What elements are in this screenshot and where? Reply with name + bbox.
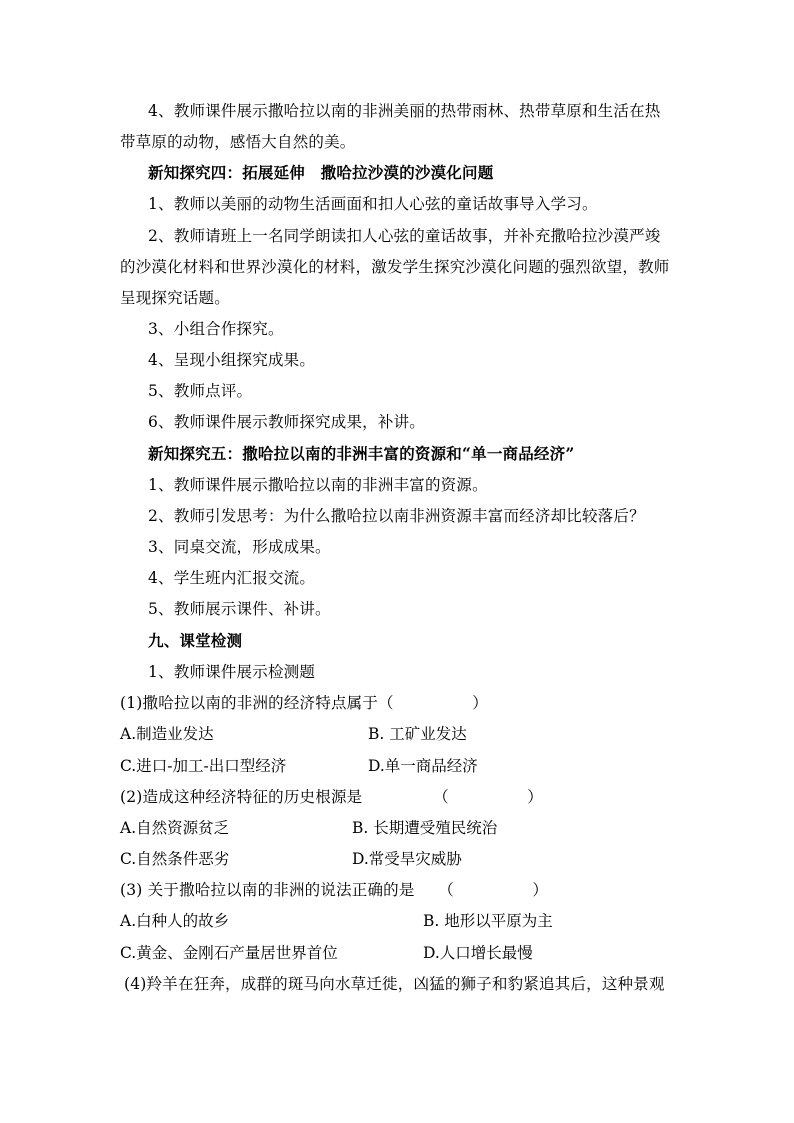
question-2-option-c: C.自然条件恶劣 [120, 850, 230, 868]
task-2: 2、教师引发思考：为什么撒哈拉以南非洲资源丰富而经济却比较落后？ [148, 507, 645, 525]
question-3-stem: (3) 关于撒哈拉以南的非洲的说法正确的是 （ ） [120, 881, 549, 899]
check-intro: 1、教师课件展示检测题 [148, 663, 316, 681]
question-3-option-b: B. 地形以平原为主 [423, 912, 553, 930]
question-3-option-a: A.白种人的故乡 [120, 912, 230, 930]
step-5: 5、教师点评。 [148, 382, 253, 400]
paragraph-4-line-2: 带草原的动物，感悟大自然的美。 [120, 133, 356, 151]
question-2-stem: (2)造成这种经济特征的历史根源是 （ ） [120, 788, 544, 806]
question-3-option-d: D.人口增长最慢 [423, 944, 533, 962]
task-3: 3、同桌交流，形成成果。 [148, 538, 331, 556]
task-5: 5、教师展示课件、补讲。 [148, 600, 331, 618]
section-heading-5: 新知探究五：撒哈拉以南的非洲丰富的资源和“单一商品经济” [148, 444, 575, 463]
question-1-option-c: C.进口-加工-出口型经济 [120, 757, 287, 775]
step-2-line-2: 的沙漠化材料和世界沙漠化的材料，激发学生探究沙漠化问题的强烈欲望，教师 [120, 258, 670, 276]
task-4: 4、学生班内汇报交流。 [148, 569, 316, 587]
section-heading-9: 九、课堂检测 [148, 631, 243, 650]
step-4: 4、呈现小组探究成果。 [148, 351, 316, 369]
step-1: 1、教师以美丽的动物生活画面和扣人心弦的童话故事导入学习。 [148, 195, 598, 213]
question-1-option-a: A.制造业发达 [120, 725, 214, 743]
step-2-line-3: 呈现探究话题。 [120, 289, 230, 307]
paragraph-4-line-1: 4、教师课件展示撒哈拉以南的非洲美丽的热带雨林、热带草原和生活在热 [148, 102, 661, 120]
question-3-option-c: C.黄金、金刚石产量居世界首位 [120, 944, 338, 962]
step-6: 6、教师课件展示教师探究成果，补讲。 [148, 413, 425, 431]
task-1: 1、教师课件展示撒哈拉以南的非洲丰富的资源。 [148, 476, 488, 494]
question-2-option-d: D.常受旱灾威胁 [352, 850, 462, 868]
question-1-stem: (1)撒哈拉以南的非洲的经济特点属于（ ） [120, 694, 488, 712]
question-4-stem: (4)羚羊在狂奔，成群的斑马向水草迁徙，凶猛的狮子和豹紧追其后，这种景观 [124, 975, 665, 993]
step-2-line-1: 2、教师请班上一名同学朗读扣人心弦的童话故事，并补充撒哈拉沙漠严竣 [148, 227, 661, 245]
question-1-option-b: B. 工矿业发达 [368, 725, 467, 743]
question-1-option-d: D.单一商品经济 [368, 757, 478, 775]
question-2-option-b: B. 长期遭受殖民统治 [352, 819, 498, 837]
section-heading-4: 新知探究四：拓展延伸 撒哈拉沙漠的沙漠化问题 [148, 163, 494, 182]
step-3: 3、小组合作探究。 [148, 320, 284, 338]
question-2-option-a: A.自然资源贫乏 [120, 819, 230, 837]
